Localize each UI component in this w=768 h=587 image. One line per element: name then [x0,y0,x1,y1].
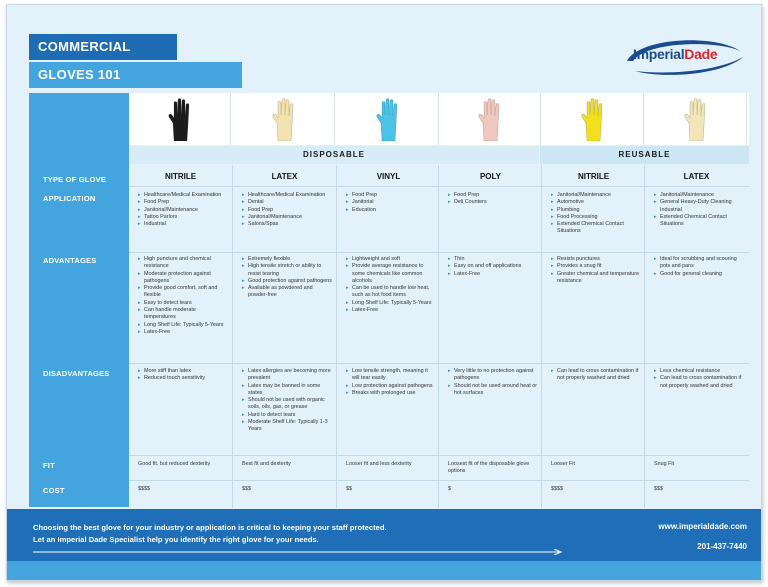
advantages-item: ▸ Ideal for scrubbing and scouring pots and pans [654,256,744,271]
divider-line [129,363,749,364]
glove-photo [439,93,541,145]
advantages-item: ▸ Greater chemical and temperature resistance [551,271,641,286]
advantages-item: ▸ High puncture and chemical resistance [138,256,228,271]
title-line-2: GLOVES 101 [29,62,242,88]
application-item: ▸ Food Processing [551,214,641,221]
advantages-item: ▸ Lightweight and soft [346,256,436,263]
cost-value: $$ [346,486,352,492]
fit-value: Best fit and dexterity [242,461,291,467]
fit-value: Snug Fit [654,461,675,467]
glove-photo [233,93,335,145]
fit-value: Looser Fit [551,461,575,467]
title-line-1: COMMERCIAL [29,34,177,60]
divider-line [129,480,749,481]
divider-line [129,455,749,456]
disadvantages-item: ▸ Latex may be banned in some states [242,383,332,398]
advantages-item: ▸ Easy to detect tears [138,300,228,307]
application-item: ▸ Janitorial/Maintenance [242,214,332,221]
disadvantages-list [346,368,436,397]
column-divider [644,165,645,508]
row-label-application: APPLICATION [43,194,96,203]
cost-value: $$$ [654,486,663,492]
glove-column [337,188,440,508]
application-item: ▸ Tattoo Parlors [138,214,228,221]
glove-photo [129,93,231,145]
fit-value: Looser fit and less dexterity [346,461,412,467]
phone-number: 201-437-7440 [697,542,747,551]
column-header: LATEX [271,172,298,181]
glove-icon [269,97,299,141]
glove-icon [373,97,403,141]
application-item: ▸ Food Prep [138,199,228,206]
glove-icon [578,97,608,141]
row-label-cost: COST [43,486,65,495]
application-list [346,192,436,214]
application-item: ▸ Healthcare/Medical Examination [242,192,332,199]
footer-message [33,522,387,546]
footer-line-1: Choosing the best glove for your industry or application is critical to keeping your staff protected. [33,523,387,532]
application-item: ▸ Healthcare/Medical Examination [138,192,228,199]
divider-line [129,186,749,187]
advantages-list [242,256,332,300]
disadvantages-item: ▸ Very little to no protection against pathogens [448,368,538,383]
application-item: ▸ Janitorial [346,199,436,206]
application-list [242,192,332,228]
glove-photo-strip [129,93,749,145]
application-item: ▸ General Heavy-Duty Cleaning Industrial [654,199,744,214]
column-divider [541,165,542,508]
application-item: ▸ Food Prep [448,192,538,199]
glove-photo [645,93,747,145]
column-header: POLY [479,172,502,181]
advantages-item: ▸ Good for general cleaning [654,271,744,278]
reusable-band: REUSABLE [540,146,749,164]
column-divider [336,165,337,508]
advantages-item: ▸ Easy on and off applications [448,263,538,270]
cost-value: $$$ [242,486,251,492]
glove-column [542,188,645,508]
advantages-item: ▸ Provides a snug fit [551,263,641,270]
disadvantages-item: ▸ Should not be used with organic soils, oils, gas, or grease [242,397,332,412]
disadvantages-item: ▸ Moderate Shelf Life: Typically 1-3 Years [242,419,332,434]
application-item: ▸ Deli Counters [448,199,538,206]
logo-wordmark [633,46,717,62]
application-item: ▸ Food Prep [346,192,436,199]
advantages-item: ▸ Can be used to handle low heat, such as hot food items [346,285,436,300]
column-divider [232,165,233,508]
glove-icon [475,97,505,141]
row-label-advantages: ADVANTAGES [43,256,97,265]
disadvantages-list [654,368,744,390]
disadvantages-item: ▸ Can lead to cross contamination if not properly washed and dried [551,368,641,383]
disadvantages-item: ▸ Latex allergies are becoming more prevalent [242,368,332,383]
glove-icon [165,97,195,141]
glove-column [129,188,232,508]
logo-dade: Dade [684,46,718,62]
application-item: ▸ Industrial [138,221,228,228]
advantages-item: ▸ Can handle moderate temperatures [138,307,228,322]
advantages-item: ▸ Extremely flexible [242,256,332,263]
advantages-list [551,256,641,285]
disadvantages-item: ▸ Less chemical resistance [654,368,744,375]
application-item: ▸ Salons/Spas [242,221,332,228]
disadvantages-item: ▸ More stiff than latex [138,368,228,375]
disadvantages-item: ▸ Low tensile strength, meaning it will tear easily [346,368,436,383]
glove-column [439,188,542,508]
disadvantages-list [138,368,228,383]
advantages-list [346,256,436,314]
row-label-sidebar [29,93,129,507]
glove-photo [542,93,644,145]
disadvantages-item: ▸ Should not be used around heat or hot surfaces [448,383,538,398]
disadvantages-item: ▸ Low protection against pathogens [346,383,436,390]
disadvantages-list [551,368,641,383]
application-item: ▸ Education [346,207,436,214]
glove-icon [681,97,711,141]
row-label-fit: FIT [43,461,55,470]
application-item: ▸ Plumbing [551,207,641,214]
application-item: ▸ Extended Chemical Contact Situations [551,221,641,236]
glove-chart-sheet [6,4,762,581]
advantages-item: ▸ Available as powdered and powder-free [242,285,332,300]
logo-imperial: Imperial [633,46,685,62]
cost-value: $$$$ [138,486,150,492]
advantages-list [654,256,744,278]
glove-column [645,188,748,508]
disadvantages-item: ▸ Reduced touch sensitivity [138,375,228,382]
application-item: ▸ Janitorial/Maintenance [138,207,228,214]
advantages-item: ▸ Long Shelf Life: Typically 5-Years [138,322,228,329]
advantages-item: ▸ Resists punctures [551,256,641,263]
cost-value: $ [448,486,451,492]
application-list [138,192,228,228]
imperial-dade-logo [619,31,747,77]
column-divider [438,165,439,508]
application-item: ▸ Extended Chemical Contact Situations [654,214,744,229]
advantages-item: ▸ Provide average resistance to some chemicals like common alcohols [346,263,436,285]
advantages-item: ▸ Latex-Free [346,307,436,314]
advantages-item: ▸ Provide good comfort, soft and flexible [138,285,228,300]
disadvantages-item: ▸ Can lead to cross contamination if not properly washed and dried [654,375,744,390]
application-list [654,192,744,228]
column-header: VINYL [376,172,401,181]
column-header: NITRILE [577,172,610,181]
bottom-strip [7,561,761,580]
column-header: LATEX [683,172,710,181]
disposable-band: DISPOSABLE [129,146,539,164]
disadvantages-item: ▸ Breaks with prolonged use [346,390,436,397]
cost-value: $$$$ [551,486,563,492]
glove-photo [337,93,439,145]
footer-line-2: Let an Imperial Dade Specialist help you identify the right glove for your needs. [33,535,319,544]
advantages-list [448,256,538,278]
website-link[interactable]: www.imperialdade.com [658,522,747,531]
fit-value: Good fit, but reduced dexterity [138,461,211,467]
application-item: ▸ Automotive [551,199,641,206]
advantages-list [138,256,228,336]
application-item: ▸ Food Prep [242,207,332,214]
advantages-item: ▸ Good protection against pathogens [242,278,332,285]
glove-column [233,188,336,508]
footer-banner [7,509,761,561]
arrow-right-icon [33,549,563,555]
application-item: ▸ Janitorial/Maintenance [551,192,641,199]
row-label-disadvantages: DISADVANTAGES [43,369,110,378]
fit-value: Loosest fit of the disposable glove options [448,461,530,475]
advantages-item: ▸ Long Shelf Life: Typically 5-Years [346,300,436,307]
application-list [448,192,538,207]
advantages-item: ▸ High tensile stretch or ability to resist tearing [242,263,332,278]
advantages-item: ▸ Moderate protection against pathogens [138,271,228,286]
column-header: NITRILE [164,172,197,181]
application-item: ▸ Janitorial/Maintenance [654,192,744,199]
divider-line [129,252,749,253]
advantages-item: ▸ Latex-Free [448,271,538,278]
row-label-type: TYPE OF GLOVE [43,175,107,184]
advantages-item: ▸ Thin [448,256,538,263]
disadvantages-item: ▸ Hard to detect tears [242,412,332,419]
disadvantages-list [242,368,332,434]
advantages-item: ▸ Latex-Free [138,329,228,336]
application-list [551,192,641,236]
application-item: ▸ Dental [242,199,332,206]
disadvantages-list [448,368,538,397]
